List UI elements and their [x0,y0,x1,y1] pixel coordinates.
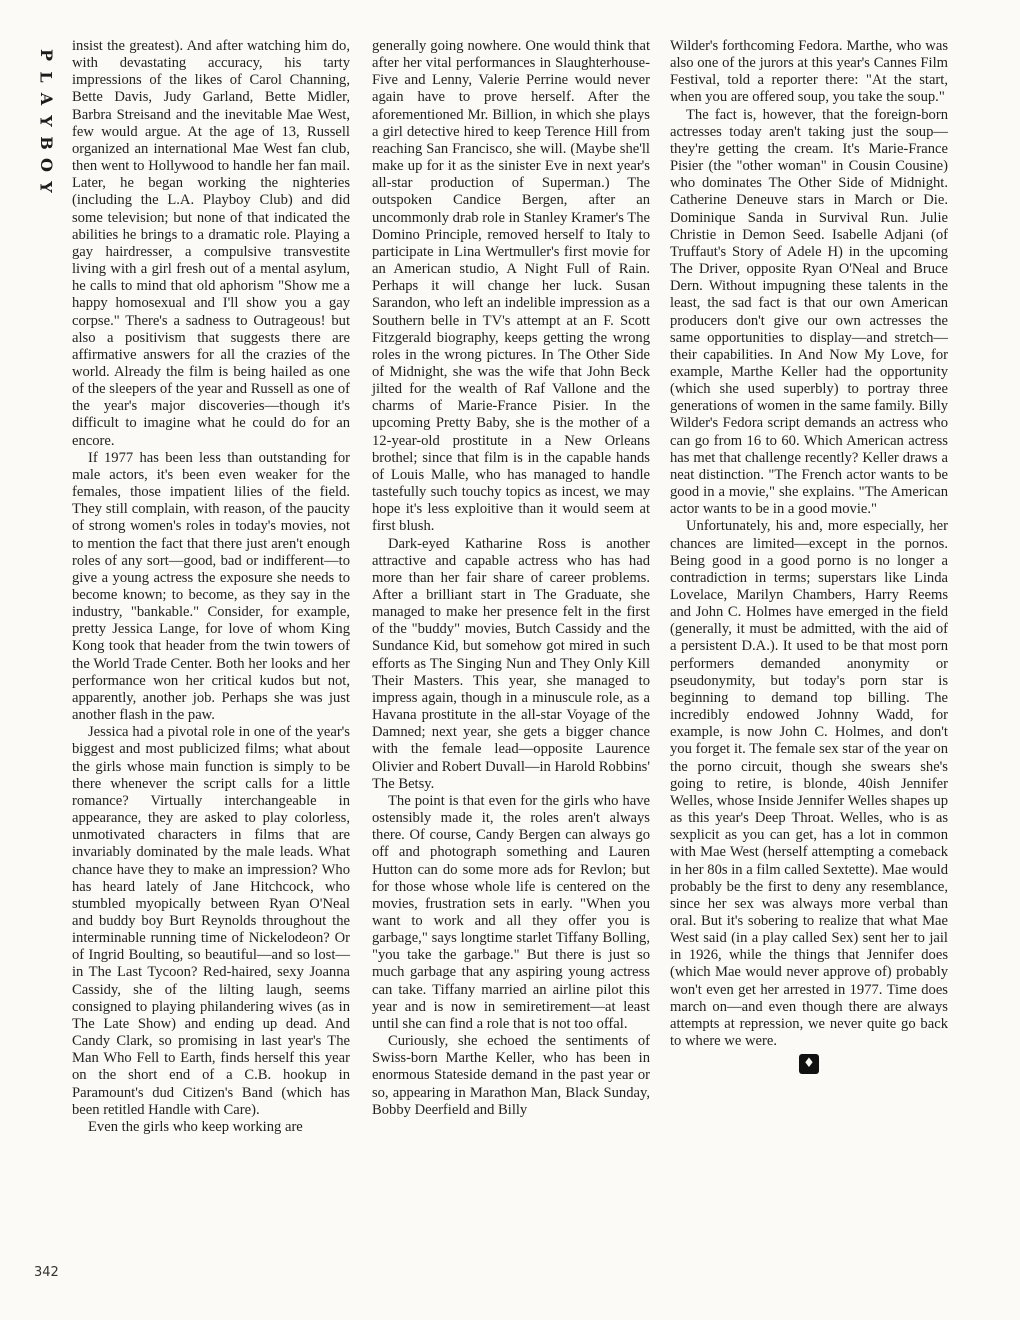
rabbit-head-icon: ♦ [799,1054,819,1074]
running-head-letter: Y [36,181,56,193]
running-head-letter: A [36,92,56,106]
paragraph: Even the girls who keep working are [88,1118,303,1135]
page-number: 342 [34,1265,59,1280]
text-column-2 [372,38,650,1119]
running-head-letter: B [37,136,56,150]
paragraph: Wilder's forthcoming Fedora. Marthe, who was also one of the jurors at this year's Cannes Film Festival, told a reporter there: "At the start, when you are offered soup, you take the soup." [670,38,948,106]
running-head-letter: P [37,48,56,62]
paragraph: The point is that even for the girls who have ostensibly made it, the roles aren't always there. Of course, Candy Bergen can always go off and photograph something and Lauren Hutton can do some more ads for Revlon; but for those whose whole life is centered on the movies, frustration sets in early. "When you want to work and all they offer you is garbage," says longtime starlet Tiffany Bolling, "you take the garbage." But there is just so much garbage that any aspiring young actress can take. Tiffany married an airline pilot this year and is now in semiretirement—at least until she can find a role that is not too offal. [372,792,650,1032]
paragraph: insist the greatest). And after watching him do, with devastating accuracy, his tarty impressions of the likes of Carol Channing, Bette Davis, Judy Garland, Bette Midler, Barbra Streisand and the inevitable Mae West, few would argue. At the age of 13, Russell organized an international Mae West fan club, then went to Hollywood to handle her fan mail. Later, he began working the nighteries (including the L.A. Playboy Club) and did some television; but none of that indicated the abilities he brings to a dramatic role. Playing a gay hairdresser, a compulsive transvestite living with a girl fresh out of a mental asylum, he calls to mind that old aphorism "Show me a happy homosexual and I'll show you a gay corpse." There's a sadness to Outrageous! but also a positivism that suggests there are affirmative answers for all the crazies of the world. Already the film is being hailed as one of the sleepers of the year and Russell as one of the year's major discoveries—though it's difficult to imagine what he could do for an encore. [72,38,351,449]
paragraph: The fact is, however, that the foreign-born actresses today aren't taking just the soup—they're getting the cream. It's Marie-France Pisier (the "other woman" in Cousin Cousine) who dominates The Other Side of Midnight. Catherine Deneuve stars in March or Die. Dominique Sanda in Survival Run. Julie Christie in Demon Seed. Isabelle Adjani (of Truffaut's Story of Adele H) in the upcoming The Driver, opposite Ryan O'Neal and Bruce Dern. Without impugning these talents in the least, the sad fact is that our own American producers don't give our own actresses the same opportunities to display—and stretch—their capabilities. In And Now My Love, for example, Marthe Keller had the opportunity (which she used superbly) to portray three generations of women in the same family. Billy Wilder's Fedora script demands an actress who can go from 16 to 60. Which American actress has met that challenge recently? Keller draws a neat distinction. "The French actor wants to be good in a movie," she explains. "The American actor wants to be in a good movie." [670,106,948,518]
paragraph: Unfortunately, his and, more especially, her chances are limited—except in the pornos. Being good in a good porno is no longer a contradiction in terms; superstars like Linda Lovelace, Marilyn Chambers, Harry Reems and John C. Holmes have emerged in the field (generally, it must be admitted, with the aid of a persistent D.A.). It used to be that most porn performers demanded anonymity or pseudonymity, but today's porn star is beginning to demand top billing. The incredibly endowed Johnny Wadd, for example, is now John C. Holmes, and don't you forget it. The female sex star of the year on the porno circuit, though she swears she's going to retire, is blonde, 40ish Jennifer Welles, whose Inside Jennifer Welles shapes up as this year's Deep Throat. Welles, who is as sexplicit as you can get, has a lot in common with Mae West (herself attempting a comeback in her 80s in a film called Sextette). Mae would probably be the first to deny any resemblance, since her sex was always more verbal than oral. But it's sobering to realize that what Mae West said (in a play called Sex) sent her to jail in 1926, while the things that Jennifer does (which Mae would never approve of) probably won't even get her arrested in 1977. Time does march on—and even though there are always attempts at repression, we never quite go back to where we were. [670,518,949,1050]
paragraph: Curiously, she echoed the sentiments of Swiss-born Marthe Keller, who has been in enormous Stateside demand in the past year or so, appearing in Marathon Man, Black Sunday, Bobby Deerfield and Billy [372,1033,650,1118]
running-head [36,44,56,198]
running-head-letter: L [37,71,56,83]
text-column-1 [72,38,350,1136]
text-column-3 [670,38,948,1074]
running-head-letter: Y [36,115,56,127]
paragraph: Dark-eyed Katharine Ross is another attractive and capable actress who has had more than her fair share of career problems. After a brilliant start in The Graduate, she managed to make her presence felt in the first of the "buddy" movies, Butch Cassidy and the Sundance Kid, but somehow got mired in such efforts as The Singing Nun and They Only Kill Their Masters. This year, she managed to impress again, though in a minuscule role, as a Havana prostitute in the all-star Voyage of the Damned; next year, she gets a bigger chance with the female lead—opposite Laurence Olivier and Robert Duvall—in Harold Robbins' The Betsy. [372,535,650,792]
running-head-letter: O [37,158,56,172]
paragraph: Jessica had a pivotal role in one of the year's biggest and most publicized films; what about the girls whose main function is simply to be there whenever the script calls for a little romance? Virtually interchangeable in appearance, they are asked to play colorless, unmotivated characters in films that are invariably dominated by the male leads. What chance have they to make an impression? Who has heard lately of Jane Hitchcock, who stumbled myopically between Ryan O'Neal and buddy boy Burt Reynolds throughout the interminable running time of Nickelodeon? Or of Ingrid Boulting, so beautiful—and so lost—in The Last Tycoon? Red-haired, sexy Joanna Cassidy, she of the lilting laugh, seems consigned to playing philandering wives (as in The Late Show) and ending up dead. And Candy Clark, so promising in last year's The Man Who Fell to Earth, finds herself this year on the short end of a C.B. hookup in Paramount's dud Citizen's Band (which has been retitled Handle with Care). [72,724,350,1118]
paragraph: generally going nowhere. One would think that after her vital performances in Slaughterhouse-Five and Lenny, Valerie Perrine would never again have to prove herself. After the aforementioned Mr. Billion, in which she plays a girl detective hired to keep Terence Hill from reaching San Francisco, she will. (Maybe she'll make up for it as the sinister Eve in next year's all-star production of Superman.) The outspoken Candice Bergen, after an uncommonly drab role in Stanley Kramer's The Domino Principle, removed herself to Italy to participate in Lina Wertmuller's first movie for an American studio, A Night Full of Rain. Perhaps it will change her luck. Susan Sarandon, who left an indelible impression as a Southern belle in TV's attempt at an F. Scott Fitzgerald biography, keeps getting the wrong roles in the wrong pictures. In The Other Side of Midnight, she was the wife that John Beck jilted for the wealth of Raf Vallone and the charms of Marie-France Pisier. In the upcoming Pretty Baby, she is the mother of a 12-year-old prostitute in a New Orleans brothel; since that film is in the capable hands of Louis Malle, who has managed to handle tastefully such touchy topics as incest, we may hope it's less exploitive than it would seem at first blush. [372,38,650,535]
paragraph: If 1977 has been less than outstanding for male actors, it's been even weaker for the females, those impatient lilies of the field. They still complain, with reason, of the paucity of strong women's roles in today's movies, not to mention the fact that there just aren't enough roles of any sort—good, bad or indifferent—to give a young actress the exposure she needs to become known; to become, as they say in the industry, "bankable." Consider, for example, pretty Jessica Lange, for love of whom King Kong took that header from the twin towers of the World Trade Center. Both her looks and her performance won her critical kudos but not, apparently, another job. Perhaps she was just another flash in the paw. [72,449,350,724]
